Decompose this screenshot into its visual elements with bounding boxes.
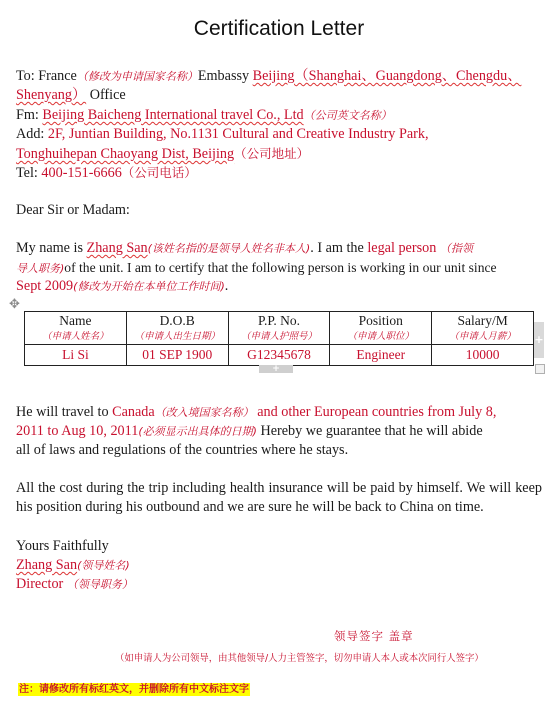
para2-cn-dates: (必须显示出具体的日期)	[138, 425, 257, 438]
move-handle-icon[interactable]: ✥	[9, 297, 20, 312]
paragraph-1-line-1	[16, 239, 542, 258]
tel-line	[16, 163, 542, 183]
to-city-2: Shenyang）	[16, 87, 87, 104]
to-cn-annotation: （修改为申请国家名称）	[76, 70, 198, 83]
header-name: Name	[25, 312, 127, 331]
address-line-2-row	[16, 144, 542, 164]
paragraph-1-line-2	[16, 258, 542, 278]
footer-note: 注：请修改所有标红英文，并删除所有中文标注文字	[19, 684, 249, 695]
closing-cn-title: （领导职务）	[66, 578, 133, 591]
para1-text-d: .	[224, 278, 229, 294]
paragraph-2-line-2	[16, 422, 542, 441]
subheader-passport: （申请人护照号）	[228, 330, 330, 345]
from-line	[16, 106, 542, 125]
closing-cn-name: (领导姓名)	[77, 559, 130, 572]
para1-name: Zhang San	[86, 240, 148, 256]
para2-text-b: and other European countries from July 8,	[257, 404, 497, 420]
from-cn-annotation: （公司英文名称）	[303, 109, 392, 122]
signature-label: 领导签字 盖章	[334, 629, 414, 643]
letter-title: Certification Letter	[193, 17, 365, 40]
to-office: Office	[86, 87, 126, 104]
para2-text-d: Hereby we guarantee that he will abide	[256, 423, 483, 439]
add-column-button[interactable]	[534, 322, 544, 358]
para1-cn-role-1: （指领	[439, 242, 473, 255]
para1-text-b: . I am the	[310, 240, 368, 256]
tel-cn-annotation: （公司电话）	[121, 165, 197, 180]
from-prefix: Fm:	[16, 107, 39, 123]
closing-title-line	[16, 575, 542, 594]
table-resize-handle[interactable]	[535, 364, 545, 374]
table-row	[25, 345, 534, 366]
para1-text-a: My name is	[16, 240, 87, 256]
paragraph-3: All the cost during the trip including health insurance will be paid by himself. We will keep his position during his outbound and we are sure he will be back to China on time.	[16, 480, 542, 516]
header-dob: D.O.B	[126, 312, 228, 331]
to-line	[16, 67, 542, 105]
cell-dob[interactable]: 01 SEP 1900	[126, 345, 228, 366]
paragraph-1-line-3	[16, 277, 542, 296]
cell-name[interactable]: Li Si	[25, 345, 127, 366]
to-city: Beijing（Shanghai、Guangdong、Chengdu、	[252, 68, 522, 84]
para2-cn-country: （改入境国家名称）	[154, 406, 254, 419]
closing-name: Zhang San	[16, 557, 78, 573]
header-position: Position	[330, 312, 432, 331]
signature-note: （如申请人为公司领导，由其他领导/人力主管签字，切勿申请人本人或本次同行人签字）	[115, 653, 484, 664]
para2-text-a: He will travel to	[16, 404, 113, 420]
para1-since: Sept 2009	[16, 278, 74, 294]
closing-faithfully: Yours Faithfully	[16, 538, 109, 554]
cell-position[interactable]: Engineer	[330, 345, 432, 366]
para2-dates: 2011 to Aug 10, 2011	[16, 423, 139, 439]
closing-title: Director	[16, 576, 64, 592]
address-line-2: Tonghuihepan Chaoyang Dist, Beijing	[16, 146, 235, 162]
para1-cn-name: (该姓名指的是领导人姓名非本人)	[147, 242, 311, 255]
para1-cn-role-2: 导人职务)	[16, 262, 65, 275]
closing-name-line	[16, 556, 542, 575]
from-company: Beijing Baicheng International travel Co., Ltd	[42, 107, 304, 123]
para1-text-c: of the unit. I am to certify that the following person is working in our unit since	[64, 260, 497, 275]
para1-cn-since: (修改为开始在本单位工作时间)	[73, 280, 225, 293]
address-prefix: Add:	[16, 126, 45, 142]
to-embassy: Embassy	[197, 68, 250, 84]
header-salary: Salary/M	[432, 312, 534, 331]
subheader-dob: （申请人出生日期）	[126, 330, 228, 345]
paragraph-2-line-1	[16, 403, 542, 422]
salutation: Dear Sir or Madam:	[16, 202, 130, 218]
table-subheader-row	[25, 330, 534, 345]
subheader-salary: （申请人月薪）	[432, 330, 534, 345]
tel-prefix: Tel:	[16, 165, 38, 181]
address-line-1: 2F, Juntian Building, No.1131 Cultural and Creative Industry Park,	[47, 126, 429, 142]
table-header-row	[25, 312, 534, 331]
plus-icon: +	[272, 364, 280, 374]
add-row-button[interactable]	[259, 365, 293, 373]
subheader-name: （申请人姓名）	[25, 330, 127, 345]
paragraph-2-line-3: all of laws and regulations of the countries where he stays.	[16, 442, 349, 458]
employee-table	[24, 311, 534, 366]
cell-passport[interactable]: G12345678	[228, 345, 330, 366]
tel-number: 400-151-6666	[41, 165, 122, 181]
address-cn-annotation: （公司地址）	[234, 146, 310, 161]
subheader-position: （申请人职位）	[330, 330, 432, 345]
address-line	[16, 125, 542, 144]
para2-country: Canada	[112, 404, 155, 420]
cell-salary[interactable]: 10000	[432, 345, 534, 366]
plus-icon: +	[534, 333, 544, 346]
to-prefix: To: France	[16, 68, 77, 84]
header-passport: P.P. No.	[228, 312, 330, 331]
para1-role: legal person	[367, 240, 437, 256]
